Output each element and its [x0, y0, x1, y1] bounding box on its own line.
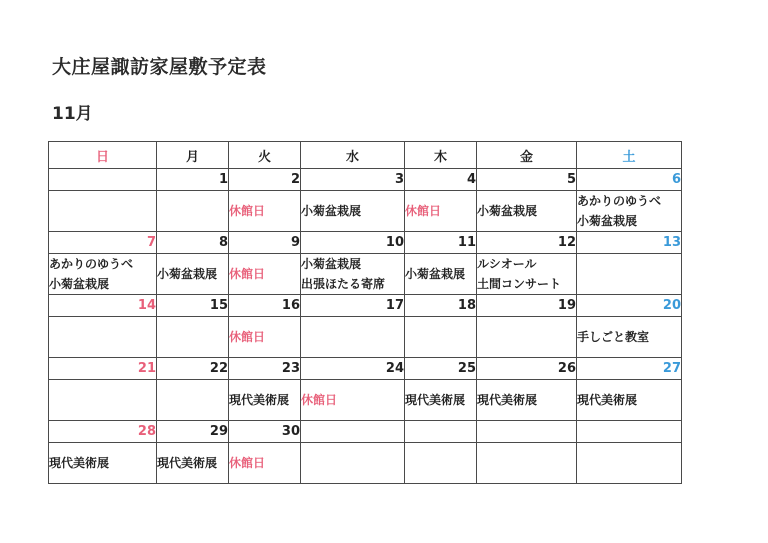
event-row — [49, 191, 682, 232]
date-cell: 22 — [157, 358, 229, 380]
event-cell — [477, 254, 577, 295]
date-cell: 26 — [477, 358, 577, 380]
date-cell — [301, 421, 405, 443]
date-cell: 30 — [229, 421, 301, 443]
event-label: 小菊盆栽展 — [405, 267, 466, 281]
event-label: 小菊盆栽展 — [301, 204, 362, 218]
event-cell — [405, 317, 477, 358]
event-label: あかりのゆうべ — [577, 194, 662, 208]
event-cell — [229, 254, 301, 295]
event-cell — [157, 317, 229, 358]
event-cell — [577, 443, 682, 484]
event-cell — [477, 317, 577, 358]
event-cell — [405, 380, 477, 421]
event-cell — [49, 317, 157, 358]
weekday-wednesday: 水 — [301, 142, 405, 169]
month-label: 11月 — [52, 104, 93, 124]
event-cell — [301, 254, 405, 295]
date-cell: 17 — [301, 295, 405, 317]
closed-day-label: 休館日 — [405, 204, 442, 218]
event-cell — [157, 191, 229, 232]
event-cell — [49, 254, 157, 295]
date-cell: 8 — [157, 232, 229, 254]
weekday-sunday: 日 — [49, 142, 157, 169]
date-cell: 19 — [477, 295, 577, 317]
calendar-body — [49, 169, 682, 484]
event-cell — [49, 443, 157, 484]
event-cell — [301, 443, 405, 484]
date-row — [49, 169, 682, 191]
date-cell: 16 — [229, 295, 301, 317]
event-label: 土間コンサート — [477, 277, 562, 291]
event-label: 現代美術展 — [405, 393, 466, 407]
date-cell: 7 — [49, 232, 157, 254]
closed-day-label: 休館日 — [229, 204, 266, 218]
date-cell: 9 — [229, 232, 301, 254]
event-label: 小菊盆栽展 — [301, 257, 362, 271]
event-row — [49, 317, 682, 358]
date-cell — [577, 421, 682, 443]
closed-day-label: 休館日 — [229, 456, 266, 470]
date-cell: 11 — [405, 232, 477, 254]
date-row — [49, 421, 682, 443]
date-cell: 28 — [49, 421, 157, 443]
event-row — [49, 443, 682, 484]
date-cell: 23 — [229, 358, 301, 380]
event-cell — [301, 380, 405, 421]
event-cell — [477, 380, 577, 421]
date-cell: 25 — [405, 358, 477, 380]
event-label: 小菊盆栽展 — [157, 267, 218, 281]
event-cell — [577, 317, 682, 358]
weekday-thursday: 木 — [405, 142, 477, 169]
event-label: 出張ほたる寄席 — [301, 277, 386, 291]
date-cell: 24 — [301, 358, 405, 380]
date-cell: 13 — [577, 232, 682, 254]
date-cell: 12 — [477, 232, 577, 254]
calendar-table — [48, 141, 682, 484]
date-cell: 3 — [301, 169, 405, 191]
date-cell: 1 — [157, 169, 229, 191]
event-label: 手しごと教室 — [577, 330, 650, 344]
date-cell: 15 — [157, 295, 229, 317]
event-label: 小菊盆栽展 — [577, 214, 638, 228]
event-cell — [157, 380, 229, 421]
date-cell: 21 — [49, 358, 157, 380]
event-cell — [49, 191, 157, 232]
event-cell — [229, 191, 301, 232]
weekday-tuesday: 火 — [229, 142, 301, 169]
event-cell — [229, 380, 301, 421]
date-cell: 27 — [577, 358, 682, 380]
date-cell: 4 — [405, 169, 477, 191]
date-row — [49, 358, 682, 380]
event-label: 現代美術展 — [157, 456, 218, 470]
event-label: 現代美術展 — [577, 393, 638, 407]
event-label: ルシオール — [477, 257, 537, 271]
closed-day-label: 休館日 — [301, 393, 338, 407]
event-cell — [577, 380, 682, 421]
date-cell: 20 — [577, 295, 682, 317]
event-cell — [477, 191, 577, 232]
event-label: 小菊盆栽展 — [49, 277, 110, 291]
event-label: あかりのゆうべ — [49, 257, 134, 271]
date-cell: 6 — [577, 169, 682, 191]
event-cell — [49, 380, 157, 421]
date-cell — [49, 169, 157, 191]
event-label: 現代美術展 — [229, 393, 290, 407]
event-cell — [405, 254, 477, 295]
weekday-saturday: 土 — [577, 142, 682, 169]
event-cell — [577, 191, 682, 232]
date-cell: 2 — [229, 169, 301, 191]
date-cell: 5 — [477, 169, 577, 191]
date-cell: 14 — [49, 295, 157, 317]
event-row — [49, 254, 682, 295]
event-label: 現代美術展 — [477, 393, 538, 407]
date-cell — [405, 421, 477, 443]
date-cell: 29 — [157, 421, 229, 443]
event-cell — [229, 317, 301, 358]
date-row — [49, 295, 682, 317]
closed-day-label: 休館日 — [229, 267, 266, 281]
event-cell — [157, 443, 229, 484]
event-label: 現代美術展 — [49, 456, 110, 470]
event-cell — [405, 191, 477, 232]
date-row — [49, 232, 682, 254]
closed-day-label: 休館日 — [229, 330, 266, 344]
event-cell — [157, 254, 229, 295]
weekday-header-row — [49, 142, 682, 169]
date-cell: 10 — [301, 232, 405, 254]
event-cell — [301, 317, 405, 358]
weekday-friday: 金 — [477, 142, 577, 169]
event-cell — [405, 443, 477, 484]
event-label: 小菊盆栽展 — [477, 204, 538, 218]
event-row — [49, 380, 682, 421]
event-cell — [477, 443, 577, 484]
event-cell — [229, 443, 301, 484]
date-cell — [477, 421, 577, 443]
weekday-monday: 月 — [157, 142, 229, 169]
date-cell: 18 — [405, 295, 477, 317]
event-cell — [301, 191, 405, 232]
event-cell — [577, 254, 682, 295]
page-title: 大庄屋諏訪家屋敷予定表 — [52, 56, 267, 78]
